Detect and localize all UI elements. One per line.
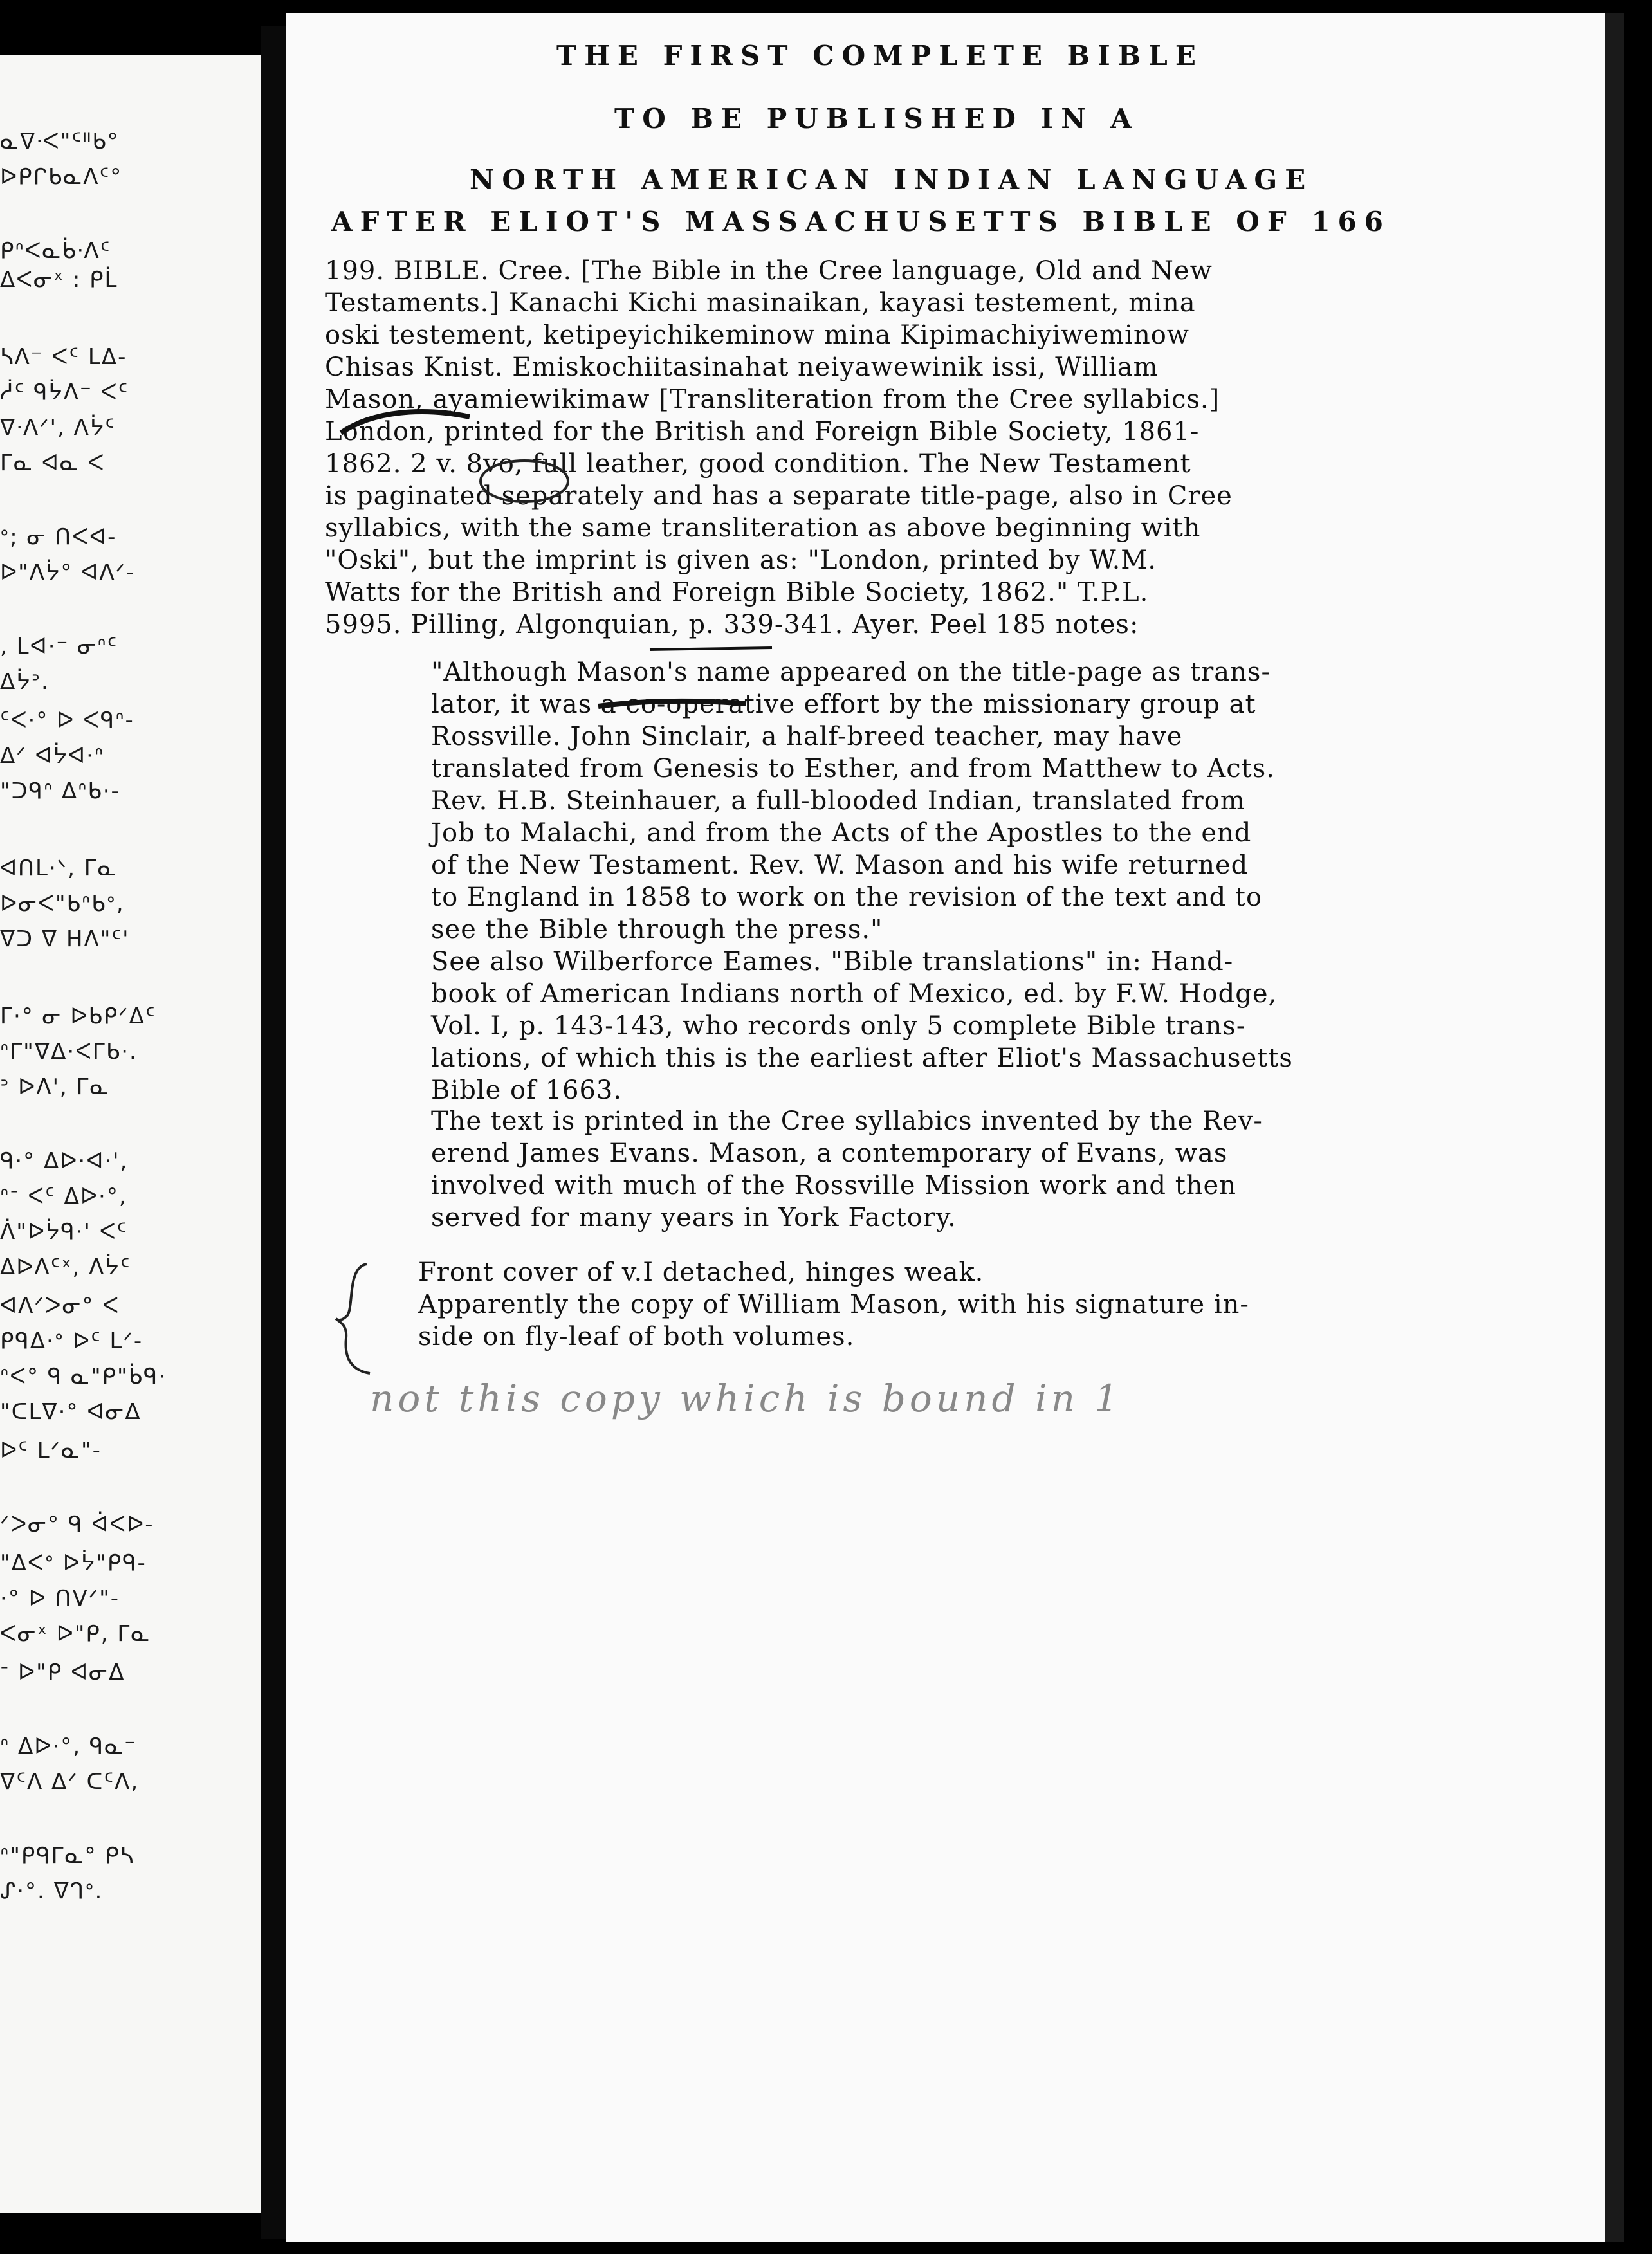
quote-line: lator, it was a co-operative effort by the missionary group at bbox=[431, 690, 1256, 719]
left-page-line: ᐅᑭᒋᑲᓇᐱᑦ° bbox=[0, 164, 123, 190]
left-page-line: ᐅᑦ ᒪᐟᓇ"- bbox=[0, 1438, 102, 1463]
left-page-line: ᐟᐳᓂ° ᑫ ᐋᐸᐅ- bbox=[0, 1512, 154, 1537]
left-page-line: "ᑕᒪᐁ·° ᐊᓂᐃ bbox=[0, 1399, 142, 1425]
quote-line: translated from Genesis to Esther, and from Matthew to Acts. bbox=[431, 754, 1275, 783]
left-page-line: ᑦᐸ·° ᐅ ᐸᑫᐢ- bbox=[0, 708, 134, 733]
left-page-line: ᐲ"ᐅᔮᑫ·' ᐸᑦ bbox=[0, 1219, 128, 1245]
see-also-line: Bible of 1663. bbox=[431, 1076, 623, 1105]
see-also-line: book of American Indians north of Mexico, ed. by F.W. Hodge, bbox=[431, 979, 1278, 1009]
left-page-line: ᐢᐸ° ᑫ ᓇ"ᑭ"ᑳᑫ· bbox=[0, 1364, 167, 1389]
entry-line: Watts for the British and Foreign Bible Society, 1862." T.P.L. bbox=[325, 578, 1149, 607]
entry-line: syllabics, with the same transliteration as above beginning with bbox=[325, 513, 1201, 543]
handwritten-note: not this copy which is bound in 1 bbox=[370, 1377, 1123, 1420]
left-page-line: ᐃᔮᐣ. bbox=[0, 669, 50, 695]
left-page-line: ᐤ; ᓂ ᑎᐸᐊ- bbox=[0, 524, 117, 550]
left-page-line: ᒥ·° ᓂ ᐅᑲᑭᐟᐃᑦ bbox=[0, 1003, 156, 1029]
left-page-line: ᐊᐱᐟᐳᓂ° ᐸ bbox=[0, 1293, 120, 1319]
quote-line: to England in 1858 to work on the revision of the text and to bbox=[431, 883, 1263, 912]
quote-line: of the New Testament. Rev. W. Mason and his wife returned bbox=[431, 850, 1249, 880]
left-page-line: ᐨ ᐅ"ᑭ ᐊᓂᐃ bbox=[0, 1660, 125, 1685]
left-page-line: , ᒪᐊ·⁻ ᓂᐢᑦ bbox=[0, 634, 118, 659]
heading-line-1: THE FIRST COMPLETE BIBLE bbox=[556, 40, 1204, 71]
quote-line: Rossville. John Sinclair, a half-breed teacher, may have bbox=[431, 722, 1183, 751]
entry-line: Chisas Knist. Emiskochiitasinahat neiyawewinik issi, William bbox=[325, 353, 1159, 382]
left-page-line: ·° ᐅ ᑎᐯᐟ"- bbox=[0, 1586, 120, 1611]
left-page-line: ᐊᑎᒪ·ᐠ, ᒥᓇ bbox=[0, 856, 118, 881]
entry-line: is paginated separately and has a separate title-page, also in Cree bbox=[325, 481, 1233, 511]
see-also-line: See also Wilberforce Eames. "Bible translations" in: Hand- bbox=[431, 947, 1234, 976]
left-page-line: ᔑ·°. ᐁᒉᐤ. bbox=[0, 1878, 104, 1904]
left-page-line: ᐢ ᐃᐅ·°, ᑫᓇ⁻ bbox=[0, 1734, 138, 1759]
underline-mark-mason bbox=[335, 398, 476, 443]
quote-line: Job to Malachi, and from the Acts of the Apostles to the end bbox=[431, 818, 1252, 848]
left-page-line: ᑫ·° ᐃᐅ·ᐊ·', bbox=[0, 1148, 129, 1174]
condition-line: side on fly-leaf of both volumes. bbox=[418, 1322, 855, 1351]
left-page bbox=[0, 55, 263, 2213]
left-page-line: ᓲᑦ ᑫᔮᐱ⁻ ᐸᑦ bbox=[0, 380, 129, 405]
entry-line: Mason, ayamiewikimaw [Transliteration from the Cree syllabics.] bbox=[325, 385, 1220, 414]
entry-line: 199. BIBLE. Cree. [The Bible in the Cree language, Old and New bbox=[325, 256, 1213, 286]
left-page-line: ᐸᓂˣ ᐅ"ᑭ, ᒥᓇ bbox=[0, 1621, 151, 1647]
left-page-line: ᐅᓂᐸ"ᑲᐢᑲᐤ, bbox=[0, 891, 125, 917]
book-gutter bbox=[261, 26, 286, 2239]
quote-line: Rev. H.B. Steinhauer, a full-blooded Indian, translated from bbox=[431, 786, 1245, 816]
left-page-line: ᐅ"ᐱᔮ° ᐊᐱᐟ- bbox=[0, 560, 136, 585]
left-page-line: ᑭᐢᐸᓇᑳᐧᐱᑦ bbox=[0, 238, 111, 264]
left-page-line: "ᐃᐸᐤ ᐅᔮ"ᑭᑫ- bbox=[0, 1550, 147, 1576]
left-page-line: ᐁᑐ ᐁ ᕼᐱ"ᑦ' bbox=[0, 926, 130, 952]
left-page-line: ᒥᓇ ᐊᓇ ᐸ bbox=[0, 450, 106, 476]
left-page-line: ᐢ"ᑭᑫᒥᓇ° ᑭᓴ bbox=[0, 1843, 135, 1869]
condition-line: Apparently the copy of William Mason, with his signature in- bbox=[418, 1290, 1249, 1319]
left-page-line: ᐢᒥ"ᐁᐃ·ᐸᒥᑲ·. bbox=[0, 1039, 138, 1065]
heading-line-2: TO BE PUBLISHED IN A bbox=[614, 103, 1139, 134]
condition-brace-mark bbox=[335, 1261, 373, 1377]
left-page-line: ᐃᐸᓂˣ : ᑭᒫ bbox=[0, 267, 118, 293]
syllabics-note-line: erend James Evans. Mason, a contemporary of Evans, was bbox=[431, 1139, 1228, 1168]
syllabics-note-line: served for many years in York Factory. bbox=[431, 1203, 957, 1232]
left-page-line: ᐁᑦᐱ ᐃᐟ ᑕᑦᐱ, bbox=[0, 1769, 140, 1795]
entry-line: 5995. Pilling, Algonquian, p. 339-341. Ayer. Peel 185 notes: bbox=[325, 610, 1139, 639]
left-page-line: ᓴᐱ⁻ ᐸᑦ ᒪᐃ- bbox=[0, 344, 127, 370]
left-page-line: ᐣ ᐅᐱ', ᒥᓇ bbox=[0, 1074, 110, 1100]
syllabics-note-line: The text is printed in the Cree syllabics invented by the Rev- bbox=[431, 1106, 1263, 1136]
heading-line-4: AFTER ELIOT'S MASSACHUSETTS BIBLE OF 166 bbox=[331, 206, 1391, 237]
page-edge bbox=[1605, 13, 1624, 2242]
left-page-line: ᐁᐧᐱᐟ', ᐱᔮᑦ bbox=[0, 415, 116, 441]
entry-line: "Oski", but the imprint is given as: "London, printed by W.M. bbox=[325, 545, 1157, 575]
left-page-line: ᐃᐟ ᐊᔮᐊ·ᐢ bbox=[0, 743, 105, 769]
left-page-line: ᓇᐁᐧᐸ"ᑦᐦᑲ° bbox=[0, 129, 120, 154]
syllabics-note-line: involved with much of the Rossville Mission work and then bbox=[431, 1171, 1236, 1200]
entry-line: 1862. 2 v. 8vo, full leather, good condition. The New Testament bbox=[325, 449, 1191, 479]
underline-mark-tpl bbox=[647, 640, 775, 659]
entry-line: Testaments.] Kanachi Kichi masinaikan, kayasi testement, mina bbox=[325, 288, 1196, 318]
entry-line: oski testement, ketipeyichikeminow mina Kipimachiyiweminow bbox=[325, 320, 1190, 350]
condition-line: Front cover of v.I detached, hinges weak. bbox=[418, 1258, 984, 1287]
quote-line: see the Bible through the press." bbox=[431, 915, 883, 944]
circle-mark-volumes bbox=[476, 455, 573, 507]
heading-line-3: NORTH AMERICAN INDIAN LANGUAGE bbox=[470, 164, 1314, 196]
right-page bbox=[286, 13, 1624, 2242]
left-page-line: ᐃᐅᐱᑦˣ, ᐱᔮᑦ bbox=[0, 1254, 131, 1280]
left-page-line: ᐢᐨ ᐸᑦ ᐃᐅ·°, bbox=[0, 1184, 127, 1209]
see-also-line: lations, of which this is the earliest after Eliot's Massachusetts bbox=[431, 1043, 1293, 1073]
entry-line: London, printed for the British and Foreign Bible Society, 1861- bbox=[325, 417, 1200, 446]
underline-mark-masons bbox=[595, 695, 749, 714]
see-also-line: Vol. I, p. 143-143, who records only 5 complete Bible trans- bbox=[431, 1011, 1246, 1041]
left-page-line: ᑭᑫᐃ·ᐤ ᐅᑦ ᒪᐟ- bbox=[0, 1328, 143, 1354]
quote-line: "Although Mason's name appeared on the title-page as trans- bbox=[431, 657, 1271, 687]
left-page-line: "ᑐᑫᐢ ᐃᐢᑲ·- bbox=[0, 778, 120, 804]
